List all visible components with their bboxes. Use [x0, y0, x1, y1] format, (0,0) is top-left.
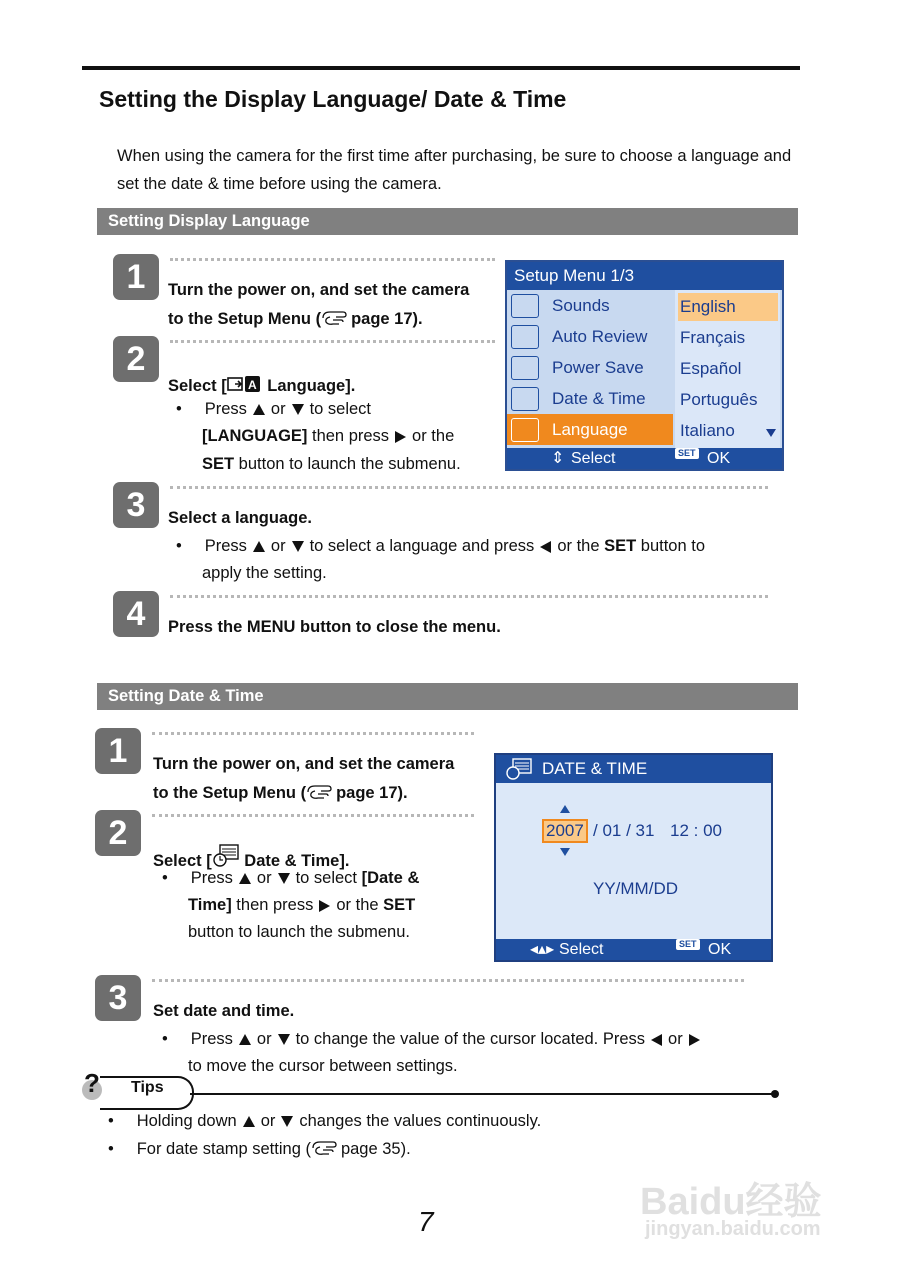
step-title: Select a language. [168, 509, 312, 527]
up-arrow-icon [239, 1034, 251, 1045]
bullet-line: button to launch the submenu. [188, 923, 410, 941]
text-part: Holding down [136, 1112, 237, 1130]
text-part: to select a language and press [309, 537, 535, 555]
step-number: 2 [113, 336, 159, 382]
text-part: or [270, 537, 286, 555]
right-arrow-icon [395, 431, 406, 443]
text-part: [LANGUAGE] [202, 427, 308, 445]
four-way-icon: ◂▴▸ [530, 941, 555, 958]
down-arrow-icon [281, 1116, 293, 1127]
step-title-part: Select [ [153, 852, 212, 870]
text-part: page 35). [340, 1140, 411, 1158]
svg-text:A: A [247, 378, 257, 392]
bullet-line: • Press or to select [Date & [162, 869, 420, 887]
menu-item-language [507, 414, 673, 445]
dotted-divider [152, 732, 474, 735]
step-title-part: Select [ [168, 377, 227, 395]
menu-item-label: Language [552, 420, 628, 439]
top-rule [82, 66, 800, 70]
text-part: [Date & [357, 869, 420, 887]
step-number: 4 [113, 591, 159, 637]
text-part: or the [557, 537, 600, 555]
hand-pointer-icon [321, 309, 351, 327]
year-field: 2007 [542, 819, 588, 843]
step-number: 2 [95, 810, 141, 856]
step-number: 3 [95, 975, 141, 1021]
step-title: Set date and time. [153, 1002, 295, 1020]
up-arrow-icon [560, 805, 570, 813]
bullet-line: to move the cursor between settings. [188, 1057, 458, 1075]
bullet-line [202, 455, 461, 474]
intro-paragraph: When using the camera for the first time after purchasing, be sure to choose a language and set the date & time before using the camera. [117, 147, 792, 193]
footer-select-label: Select [571, 450, 616, 467]
text-part: or [668, 1030, 683, 1048]
text-part: to select [295, 869, 358, 887]
hand-pointer-icon [306, 783, 336, 801]
language-option: English [678, 293, 778, 321]
step-number: 3 [113, 482, 159, 528]
footer-ok-label: OK [708, 941, 732, 958]
calendar-icon [212, 844, 240, 868]
menu-item-label: Sounds [552, 296, 610, 315]
language-icon [227, 375, 263, 393]
text-part: button to launch the submenu. [234, 455, 461, 473]
review-icon [511, 325, 539, 349]
watermark-url: jingyan.baidu.com [645, 1218, 821, 1240]
step-text-part: to the Setup Menu ( [168, 310, 322, 328]
language-option: Italiano [680, 421, 735, 440]
menu-item-label: Date & Time [552, 389, 646, 408]
menu-item-sounds [507, 290, 673, 321]
step-title [153, 844, 349, 871]
text-part: Press [190, 1030, 233, 1048]
step-text: Turn the power on, and set the camera [168, 281, 470, 299]
setup-menu-screen [505, 260, 784, 471]
language-icon [511, 418, 539, 442]
page-title: Setting the Display Language/ Date & Time [99, 86, 567, 112]
step-text-part: page 17). [336, 784, 408, 802]
step-title: Press the MENU button to close the menu. [168, 618, 501, 636]
section-heading-language: Setting Display Language [97, 208, 798, 235]
set-badge: SET [676, 939, 700, 950]
text-part: or [256, 1030, 272, 1048]
step-number: 1 [113, 254, 159, 300]
down-arrow-icon [292, 541, 304, 552]
dotted-divider [170, 486, 768, 489]
screen-header [496, 755, 771, 783]
bullet-line: apply the setting. [202, 564, 327, 582]
date-fields: / 01 / 31 [593, 821, 655, 840]
step-text: Turn the power on, and set the camera [153, 755, 455, 773]
text-part: or [260, 1112, 276, 1130]
text-part: Press [190, 869, 233, 887]
calendar-icon [511, 387, 539, 411]
bullet-line [188, 896, 415, 915]
step-title [168, 375, 355, 396]
bullet-line: • Press or to select a language and press or the SET button to [176, 537, 706, 555]
text-part: changes the values continuously. [299, 1112, 542, 1130]
up-arrow-icon [243, 1116, 255, 1127]
tip-line: • For date stamp setting ( page 35). [108, 1140, 411, 1158]
dotted-divider [170, 340, 495, 343]
down-arrow-icon [560, 848, 570, 856]
bullet-line [202, 427, 454, 446]
down-arrow-icon [278, 873, 290, 884]
text-part: or the [336, 896, 379, 914]
text-part: then press [231, 896, 314, 914]
screen-footer [496, 939, 771, 960]
text-part: SET [378, 896, 416, 914]
step-title-part: Date & Time]. [239, 852, 350, 870]
tips-label: Tips [131, 1079, 164, 1096]
dotted-divider [152, 979, 744, 982]
step-text-part: to the Setup Menu ( [153, 784, 307, 802]
battery-icon [511, 356, 539, 380]
text-part: or the [412, 427, 455, 445]
text-part: button to [636, 537, 706, 555]
up-arrow-icon [253, 404, 265, 415]
step-text [153, 783, 408, 803]
menu-item-label: Auto Review [552, 327, 648, 346]
screen-title: DATE & TIME [542, 759, 648, 778]
menu-item-label: Power Save [552, 358, 644, 377]
menu-item-auto-review [507, 321, 673, 352]
menu-item-power-save [507, 352, 673, 383]
text-part: to select [309, 400, 372, 418]
footer-ok-label: OK [707, 450, 731, 467]
bullet-line: • Press or to change the value of the cursor located. Press or [162, 1030, 706, 1049]
dotted-divider [170, 258, 495, 261]
text-part: Time] [188, 896, 232, 914]
screen-footer [507, 448, 782, 469]
step-title-part: Language]. [262, 377, 356, 395]
language-option: Português [680, 390, 758, 409]
down-arrow-icon [292, 404, 304, 415]
up-down-icon: ⇕ [551, 450, 565, 467]
tip-line: • Holding down or changes the values continuously. [108, 1112, 542, 1130]
up-arrow-icon [253, 541, 265, 552]
left-arrow-icon [540, 541, 551, 553]
step-text-part: page 17). [351, 310, 423, 328]
speaker-icon [511, 294, 539, 318]
language-option: Français [680, 328, 746, 347]
screen-header: Setup Menu 1/3 [507, 262, 782, 290]
up-arrow-icon [239, 873, 251, 884]
language-option: Español [680, 359, 742, 378]
watermark-brand: Baidu经验 [640, 1181, 822, 1223]
page-number: 7 [418, 1206, 434, 1237]
text-part: then press [307, 427, 390, 445]
tips-rule [190, 1093, 775, 1095]
right-arrow-icon [689, 1034, 700, 1046]
right-arrow-icon [319, 900, 330, 912]
text-part: Press [204, 400, 247, 418]
menu-item-date-time [507, 383, 673, 414]
calendar-icon [504, 757, 534, 781]
step-text [168, 309, 423, 329]
rule-endpoint [771, 1090, 779, 1098]
dotted-divider [152, 814, 474, 817]
text-part: or [256, 869, 272, 887]
scroll-down-icon [766, 429, 776, 437]
text-part: to change the value of the cursor located. Press [295, 1030, 646, 1048]
left-arrow-icon [651, 1034, 662, 1046]
hand-pointer-icon [311, 1139, 341, 1157]
dotted-divider [170, 595, 768, 598]
language-list [675, 290, 780, 448]
date-format: YY/MM/DD [593, 879, 678, 898]
time-fields: 12 : 00 [670, 821, 722, 840]
svg-text:?: ? [84, 1068, 100, 1098]
set-badge: SET [675, 448, 699, 459]
date-time-screen [494, 753, 773, 962]
section-heading-date-time: Setting Date & Time [97, 683, 798, 710]
text-part: SET [202, 455, 235, 473]
text-part: Press [204, 537, 247, 555]
text-part: For date stamp setting ( [136, 1140, 311, 1158]
footer-select-label: Select [559, 941, 604, 958]
step-number: 1 [95, 728, 141, 774]
text-part: or [270, 400, 286, 418]
bullet-line: • Press or to select [176, 400, 372, 418]
down-arrow-icon [278, 1034, 290, 1045]
text-part: SET [604, 537, 637, 555]
